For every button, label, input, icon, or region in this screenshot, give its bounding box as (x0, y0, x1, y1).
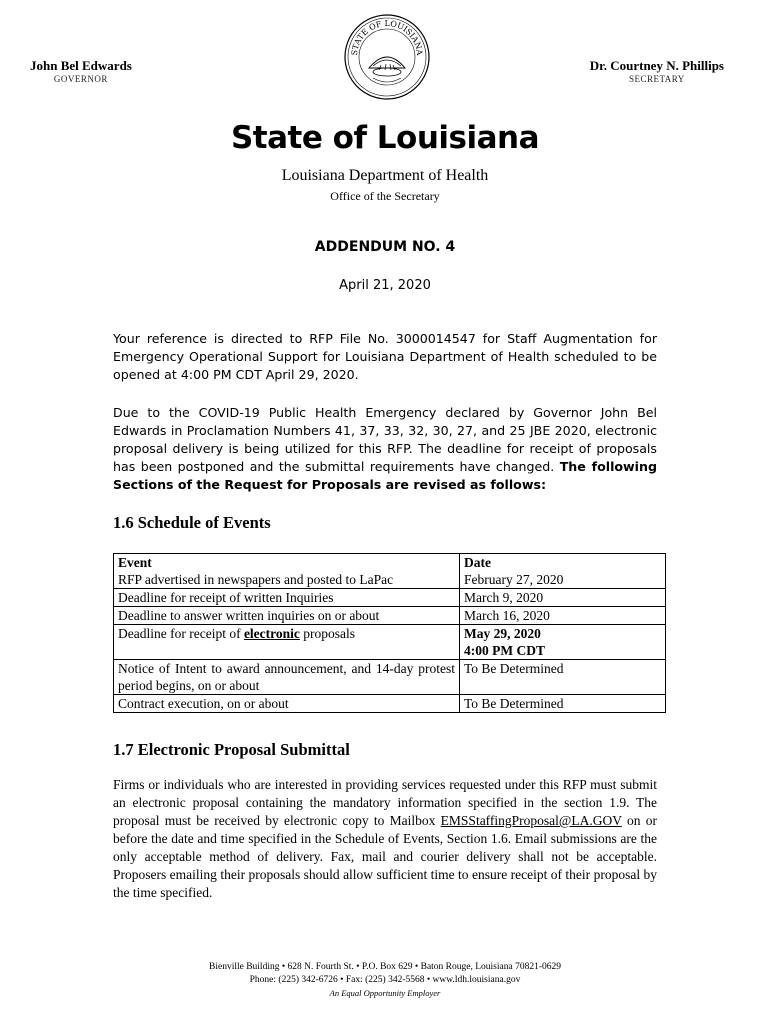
event-cell: Contract execution, on or about (114, 695, 460, 713)
date-cell: March 16, 2020 (460, 607, 666, 625)
covid-paragraph-text: Due to the COVID-19 Public Health Emergency declared by Governor John Bel Edwards in Proclamation Numbers 41, 37, 33, 32, 30, 27, and 25 JBE 2020, electronic proposal delivery is being utilized for this RFP. The deadline for receipt of proposals has been postponed and the submittal requirements have changed. (113, 405, 657, 474)
section-1-7-title: 1.7 Electronic Proposal Submittal (113, 740, 350, 759)
governor-title: GOVERNOR (53, 74, 108, 84)
table-row (114, 625, 666, 660)
state-title: State of Louisiana (230, 120, 539, 156)
revision-notice: The following Sections of the Request for Proposals are revised as follows: (113, 459, 657, 492)
event-text-pre: Deadline for receipt of (118, 626, 244, 641)
event-text-post: proposals (299, 626, 356, 641)
department-name: Louisiana Department of Health (281, 167, 489, 184)
proposal-deadline-date: May 29, 2020 (464, 626, 541, 641)
header-event: Event (114, 554, 460, 572)
event-cell: Notice of Intent to award announcement, and 14-day protest period begins, on or about (114, 660, 460, 695)
event-text-emphasis: electronic (243, 626, 300, 641)
seal-text: STATE OF LOUISIANA (349, 18, 425, 56)
secretary-block (590, 58, 724, 84)
governor-name: John Bel Edwards (30, 58, 132, 73)
secretary-name: Dr. Courtney N. Phillips (589, 58, 724, 73)
governor-block (30, 58, 132, 84)
state-seal-icon (343, 6, 431, 108)
table-row (114, 695, 666, 713)
schedule-table (113, 553, 666, 713)
table-row (114, 589, 666, 607)
date-cell: To Be Determined (460, 660, 666, 695)
submittal-paragraph (113, 776, 657, 902)
office-name: Office of the Secretary (330, 189, 440, 203)
document-date: April 21, 2020 (339, 278, 431, 293)
event-cell (114, 625, 460, 660)
table-row (114, 660, 666, 695)
table-row (114, 571, 666, 589)
date-cell (460, 625, 666, 660)
submittal-text-pre: Firms or individuals who are interested in providing services requested under this RFP must submit an electronic proposal containing the mandatory information specified in the section 1.9. The proposal must be received by electronic copy to Mailbox (113, 777, 657, 828)
footer-eoe: An Equal Opportunity Employer (329, 988, 441, 998)
table-header-row (114, 554, 666, 572)
mailbox-email-link[interactable]: EMSStaffingProposal@LA.GOV (440, 813, 622, 828)
reference-paragraph: Your reference is directed to RFP File No. 3000014547 for Staff Augmentation for Emergency Operational Support for Louisiana Department of Health scheduled to be opened at 4:00 PM CDT April 29, 2020. (113, 331, 657, 382)
proposal-deadline-time: 4:00 PM CDT (464, 643, 545, 658)
header-date: Date (460, 554, 666, 572)
event-cell: RFP advertised in newspapers and posted to LaPac (114, 571, 460, 589)
footer (0, 961, 770, 1000)
covid-paragraph (113, 404, 657, 494)
date-cell: To Be Determined (460, 695, 666, 713)
secretary-title: SECRETARY (628, 74, 685, 84)
date-cell: March 9, 2020 (460, 589, 666, 607)
submittal-text-post: on or before the date and time specified in the Schedule of Events, Section 1.6. Email submissions are the only acceptable method of delivery. Fax, mail and courier delivery shall not be acceptable. Proposers emailing their proposals should allow sufficient time to ensure receipt of their proposal by the time specified. (113, 813, 657, 900)
event-cell: Deadline to answer written inquiries on or about (114, 607, 460, 625)
footer-contact: Phone: (225) 342-6726 • Fax: (225) 342-5568 • www.ldh.louisiana.gov (249, 975, 521, 985)
event-cell: Deadline for receipt of written Inquiries (114, 589, 460, 607)
section-1-6-title: 1.6 Schedule of Events (113, 513, 271, 532)
date-cell: February 27, 2020 (460, 571, 666, 589)
footer-address: Bienville Building • 628 N. Fourth St. • P.O. Box 629 • Baton Rouge, Louisiana 70821-0629 (209, 962, 561, 972)
table-row (114, 607, 666, 625)
addendum-title: ADDENDUM NO. 4 (314, 239, 456, 255)
